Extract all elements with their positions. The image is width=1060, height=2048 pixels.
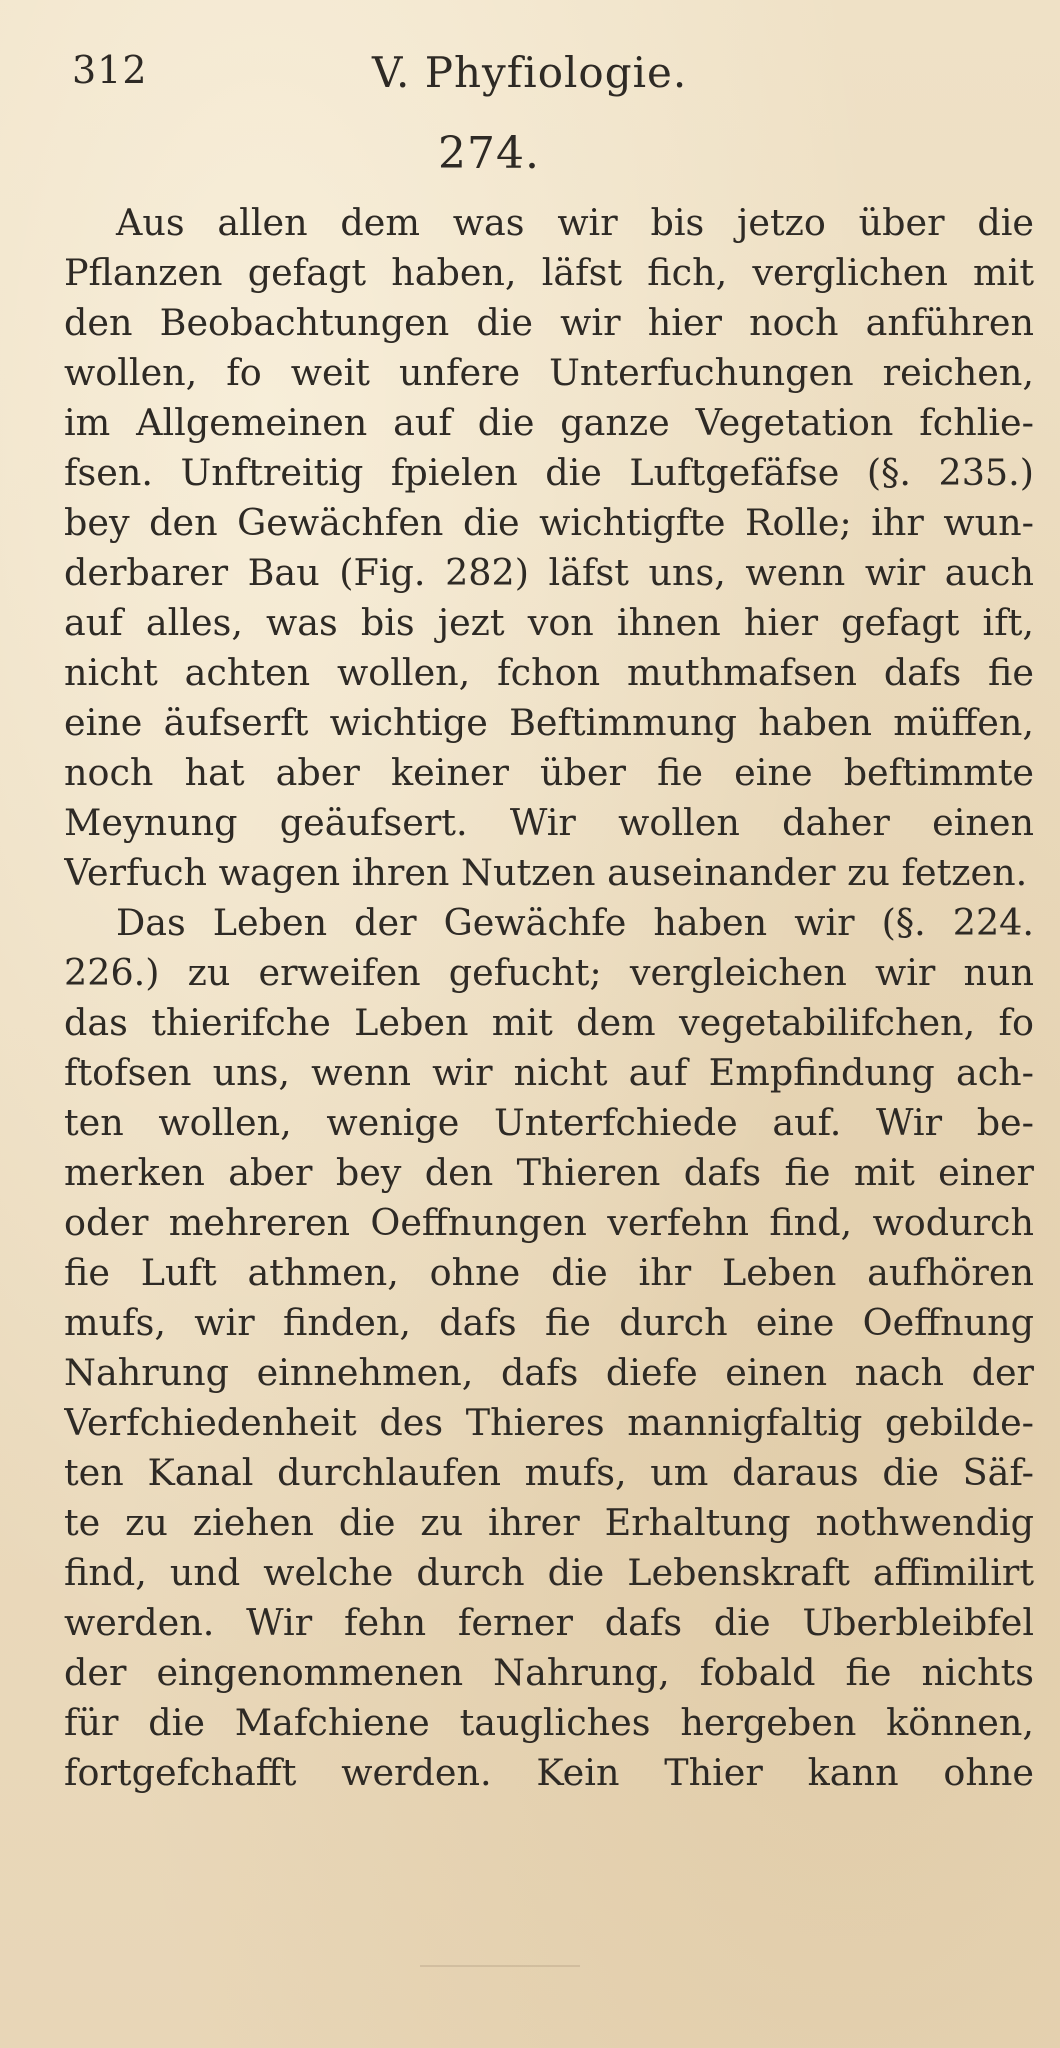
text-line: Das Leben der Gewächfe haben wir (§. 224. [116,901,1034,944]
text-line: Verfchiedenheit des Thieres mannigfaltig gebilde- [64,1401,1034,1444]
text-line: Nahrung einnehmen, dafs diefe einen nach der [64,1351,1034,1394]
paper-smudge [420,1965,580,1967]
text-line: Aus allen dem was wir bis jetzo über die [116,201,1034,244]
text-line: eine äufserft wichtige Beftimmung haben müffen, [64,701,1034,744]
text-line: für die Mafchiene taugliches hergeben können, [64,1701,1034,1744]
text-line: te zu ziehen die zu ihrer Erhaltung nothwendig [64,1501,1034,1544]
text-line: 226.) zu erweifen gefucht; vergleichen wir nun [64,951,1034,994]
text-line: das thierifche Leben mit dem vegetabilifchen, fo [64,1001,1034,1044]
text-line: bey den Gewächfen die wichtigfte Rolle; ihr wun- [64,501,1034,544]
text-line: auf alles, was bis jezt von ihnen hier gefagt ift, [64,601,1034,644]
text-line: werden. Wir fehn ferner dafs die Uberbleibfel [64,1601,1034,1644]
text-line: im Allgemeinen auf die ganze Vegetation fchlie- [64,401,1034,444]
text-line: ten wollen, wenige Unterfchiede auf. Wir be- [64,1101,1034,1144]
page-number: 312 [72,48,148,92]
text-line: der eingenommenen Nahrung, fobald fie nichts [64,1651,1034,1694]
text-line: ftofsen uns, wenn wir nicht auf Empfindung ach- [64,1051,1034,1094]
text-line: Meynung geäufsert. Wir wollen daher einen [64,801,1034,844]
text-line: Verfuch wagen ihren Nutzen auseinander zu fetzen. [64,851,1028,894]
body-text [64,198,1034,1798]
page-header [72,48,1032,108]
text-line: wollen, fo weit unfere Unterfuchungen reichen, [64,351,1034,394]
text-line: find, und welche durch die Lebenskraft affimilirt [64,1551,1034,1594]
text-line: merken aber bey den Thieren dafs fie mit einer [64,1151,1034,1194]
text-line: oder mehreren Oeffnungen verfehn find, wodurch [64,1201,1034,1244]
text-line: den Beobachtungen die wir hier noch anführen [64,301,1034,344]
text-line: ten Kanal durchlaufen mufs, um daraus die Säf- [64,1451,1034,1494]
section-number: 274. [438,128,540,179]
text-line: fie Luft athmen, ohne die ihr Leben aufhören [64,1251,1034,1294]
text-line: Pflanzen gefagt haben, läfst fich, verglichen mit [64,251,1034,294]
running-head: V. Phyfiologie. [372,48,688,97]
text-line: mufs, wir finden, dafs fie durch eine Oeffnung [64,1301,1034,1344]
text-line: fortgefchafft werden. Kein Thier kann ohne [64,1751,1034,1794]
text-line: derbarer Bau (Fig. 282) läfst uns, wenn wir auch [64,551,1034,594]
text-line: noch hat aber keiner über fie eine beftimmte [64,751,1034,794]
text-line: fsen. Unftreitig fpielen die Luftgefäfse (§. 235.) [64,451,1034,494]
text-line: nicht achten wollen, fchon muthmafsen dafs fie [64,651,1034,694]
